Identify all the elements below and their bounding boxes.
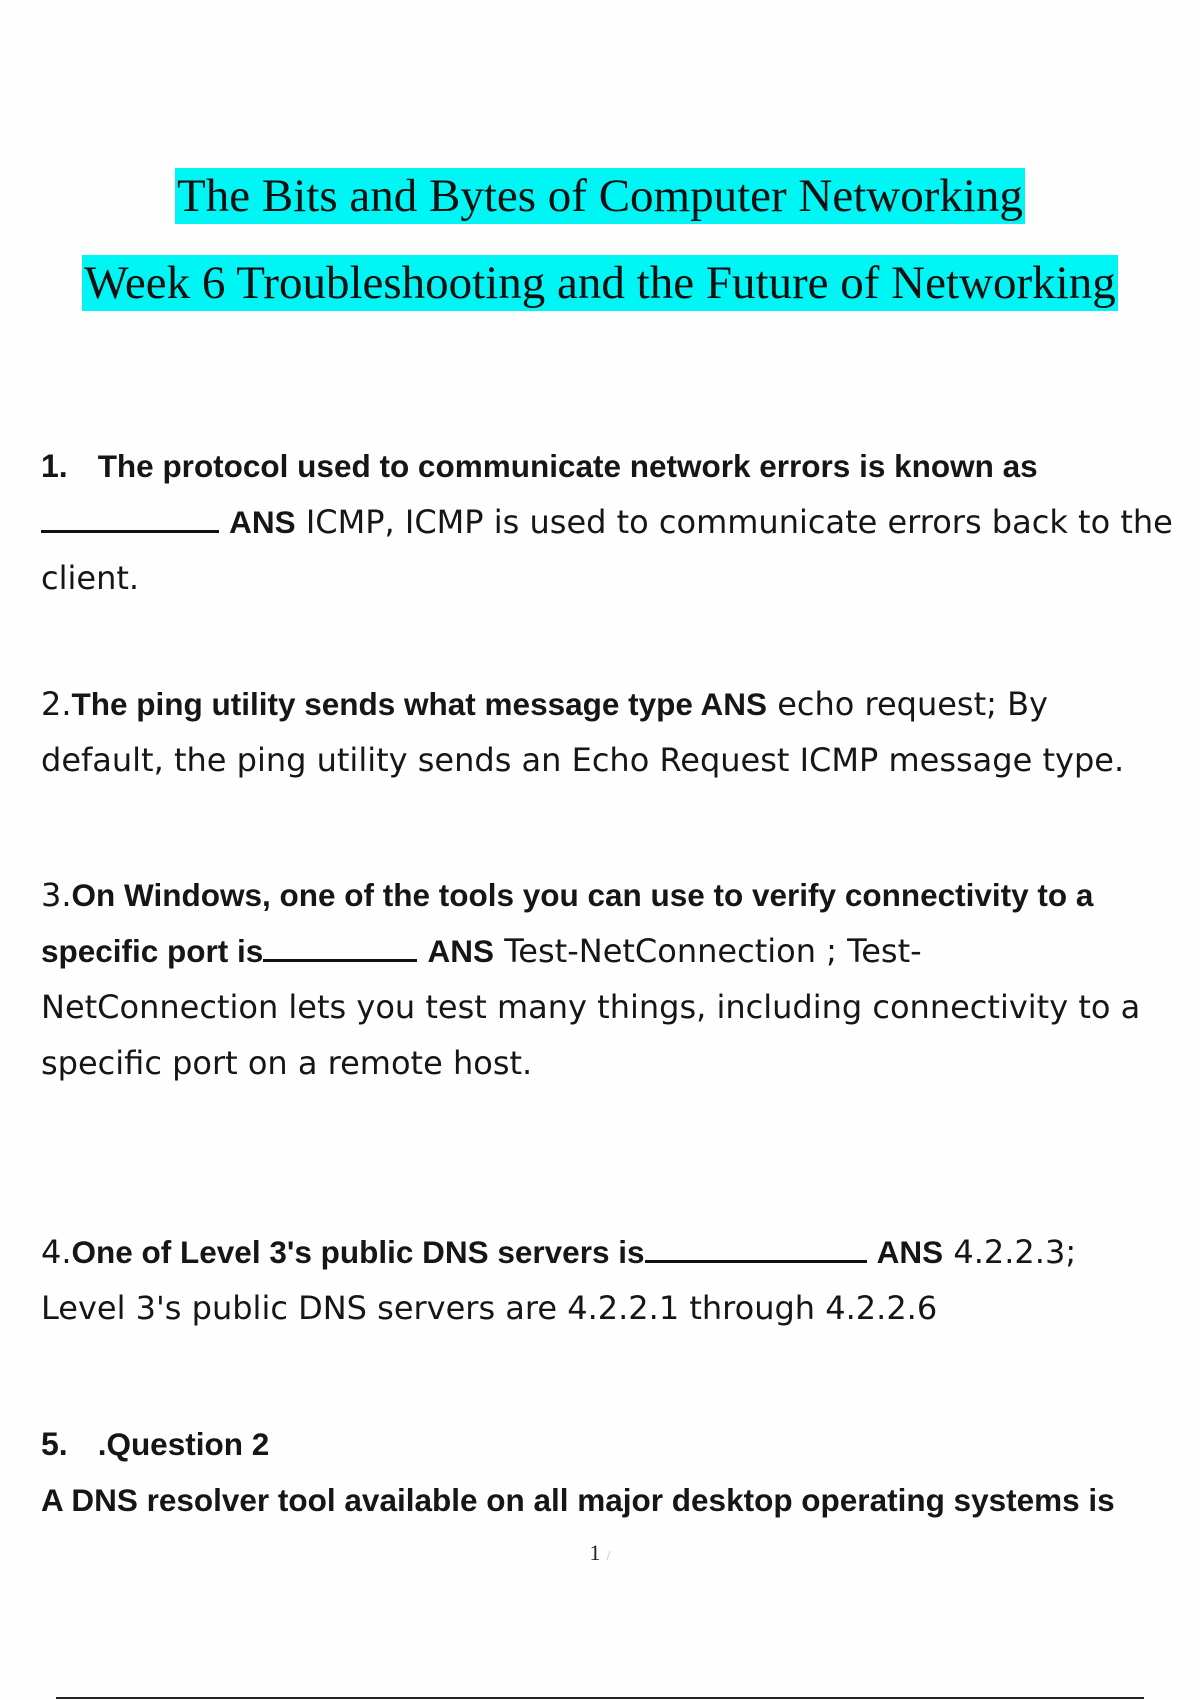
question-1-text: The protocol used to communicate network errors is known as — [97, 448, 1038, 484]
question-2-answer: echo request; By — [777, 685, 1048, 723]
question-5-line-1 — [41, 1416, 1191, 1472]
answer-label: ANS — [427, 933, 495, 969]
question-2-answer-cont: default, the ping utility sends an Echo Request ICMP message type. — [41, 741, 1125, 779]
question-2 — [41, 676, 1191, 788]
question-1-line-2 — [41, 494, 1191, 550]
answer-blank — [41, 530, 219, 533]
question-3 — [41, 867, 1191, 1091]
page-number — [0, 1540, 1200, 1566]
question-3-number: 3. — [41, 876, 72, 914]
question-3-answer-cont-2: specific port on a remote host. — [41, 1044, 533, 1082]
question-3-answer-cont-1: NetConnection lets you test many things, including connectivity to a — [41, 988, 1141, 1026]
question-2-text: The ping utility sends what message type ANS — [71, 686, 768, 722]
question-1 — [41, 438, 1191, 606]
title-line-2-wrap — [0, 255, 1200, 311]
question-3-answer: Test-NetConnection ; Test- — [504, 932, 922, 970]
answer-blank — [645, 1260, 867, 1263]
document-subtitle: Week 6 Troubleshooting and the Future of Networking — [84, 257, 1116, 309]
question-2-number: 2. — [41, 685, 72, 723]
title-line-1-wrap — [0, 168, 1200, 224]
answer-label: ANS — [876, 1234, 944, 1270]
question-5 — [41, 1416, 1191, 1528]
page-number-value: 1 — [589, 1540, 601, 1565]
question-1-line-1 — [41, 438, 1191, 494]
answer-blank — [263, 959, 417, 962]
page-number-separator: / — [606, 1549, 611, 1564]
document-title: The Bits and Bytes of Computer Networking — [177, 170, 1023, 222]
question-1-number: 1. — [41, 448, 68, 484]
question-3-line-1 — [41, 867, 1191, 923]
page-bottom-divider — [56, 1697, 1144, 1699]
answer-label: ANS — [229, 504, 296, 540]
question-5-number: 5. — [41, 1426, 68, 1462]
question-4-line-1 — [41, 1224, 1191, 1280]
question-5-label: .Question 2 — [97, 1426, 270, 1462]
question-5-text: A DNS resolver tool available on all major desktop operating systems is — [41, 1482, 1115, 1518]
question-4 — [41, 1224, 1191, 1336]
question-3-text-cont: specific port is — [41, 933, 264, 969]
question-1-answer: ICMP, ICMP is used to communicate errors back to the — [305, 503, 1173, 541]
question-1-answer-cont: client. — [41, 559, 140, 597]
question-3-text: On Windows, one of the tools you can use to verify connectivity to a — [71, 877, 1094, 913]
question-4-number: 4. — [41, 1233, 72, 1271]
question-2-line-1 — [41, 676, 1191, 732]
question-4-answer-cont: Level 3's public DNS servers are 4.2.2.1 through 4.2.2.6 — [41, 1289, 938, 1327]
question-4-text: One of Level 3's public DNS servers is — [71, 1234, 645, 1270]
question-4-answer: 4.2.2.3; — [953, 1233, 1077, 1271]
question-3-line-2 — [41, 923, 1191, 979]
